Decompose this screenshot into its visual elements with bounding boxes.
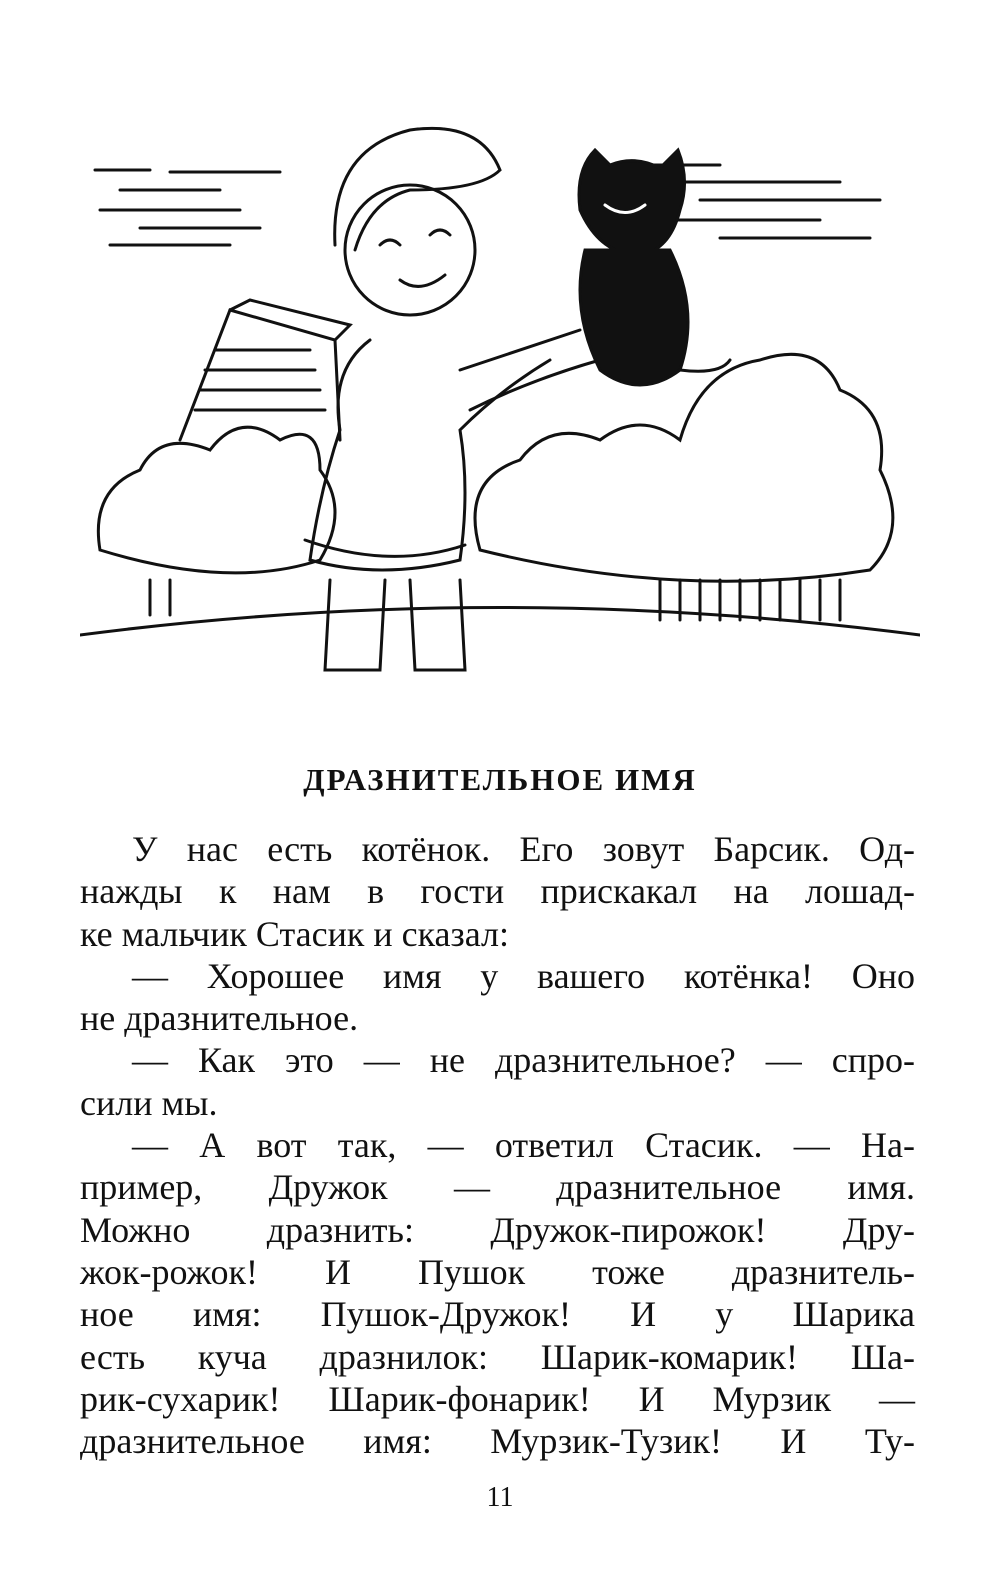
text-line: не дразнительное. xyxy=(80,998,359,1039)
text-line: жок-рожок! И Пушок тоже дразнитель- xyxy=(80,1251,915,1292)
text-line: Можно дразнить: Дружок-пирожок! Дру- xyxy=(80,1209,915,1250)
page-number: 11 xyxy=(486,1482,514,1513)
boy-holding-kitten-icon xyxy=(80,110,920,690)
story-text xyxy=(80,828,915,1462)
boy-holding-kitten-illustration xyxy=(80,110,920,690)
text-line: пример, Дружок — дразнительное имя. xyxy=(80,1167,915,1208)
text-line: рик-сухарик! Шарик-фонарик! И Мурзик — xyxy=(80,1378,915,1419)
text-line: — Как это — не дразнительное? — спро- xyxy=(132,1040,915,1081)
text-line: — Хорошее имя у вашего котёнка! Оно xyxy=(132,955,915,996)
story-title: ДРАЗНИТЕЛЬНОЕ ИМЯ xyxy=(303,762,697,797)
text-line: У нас есть котёнок. Его зовут Барсик. Од- xyxy=(132,829,915,869)
text-line: ке мальчик Стасик и сказал: xyxy=(80,913,509,954)
text-line: есть куча дразнилок: Шарик-комарик! Ша- xyxy=(80,1336,915,1377)
text-line: ное имя: Пушок-Дружок! И у Шарика xyxy=(80,1294,915,1335)
text-line: дразнительное имя: Мурзик-Тузик! И Ту- xyxy=(80,1421,915,1462)
text-line: — А вот так, — ответил Стасик. — На- xyxy=(132,1125,915,1166)
text-line: сили мы. xyxy=(80,1082,218,1123)
text-line: нажды к нам в гости прискакал на лошад- xyxy=(80,871,915,912)
